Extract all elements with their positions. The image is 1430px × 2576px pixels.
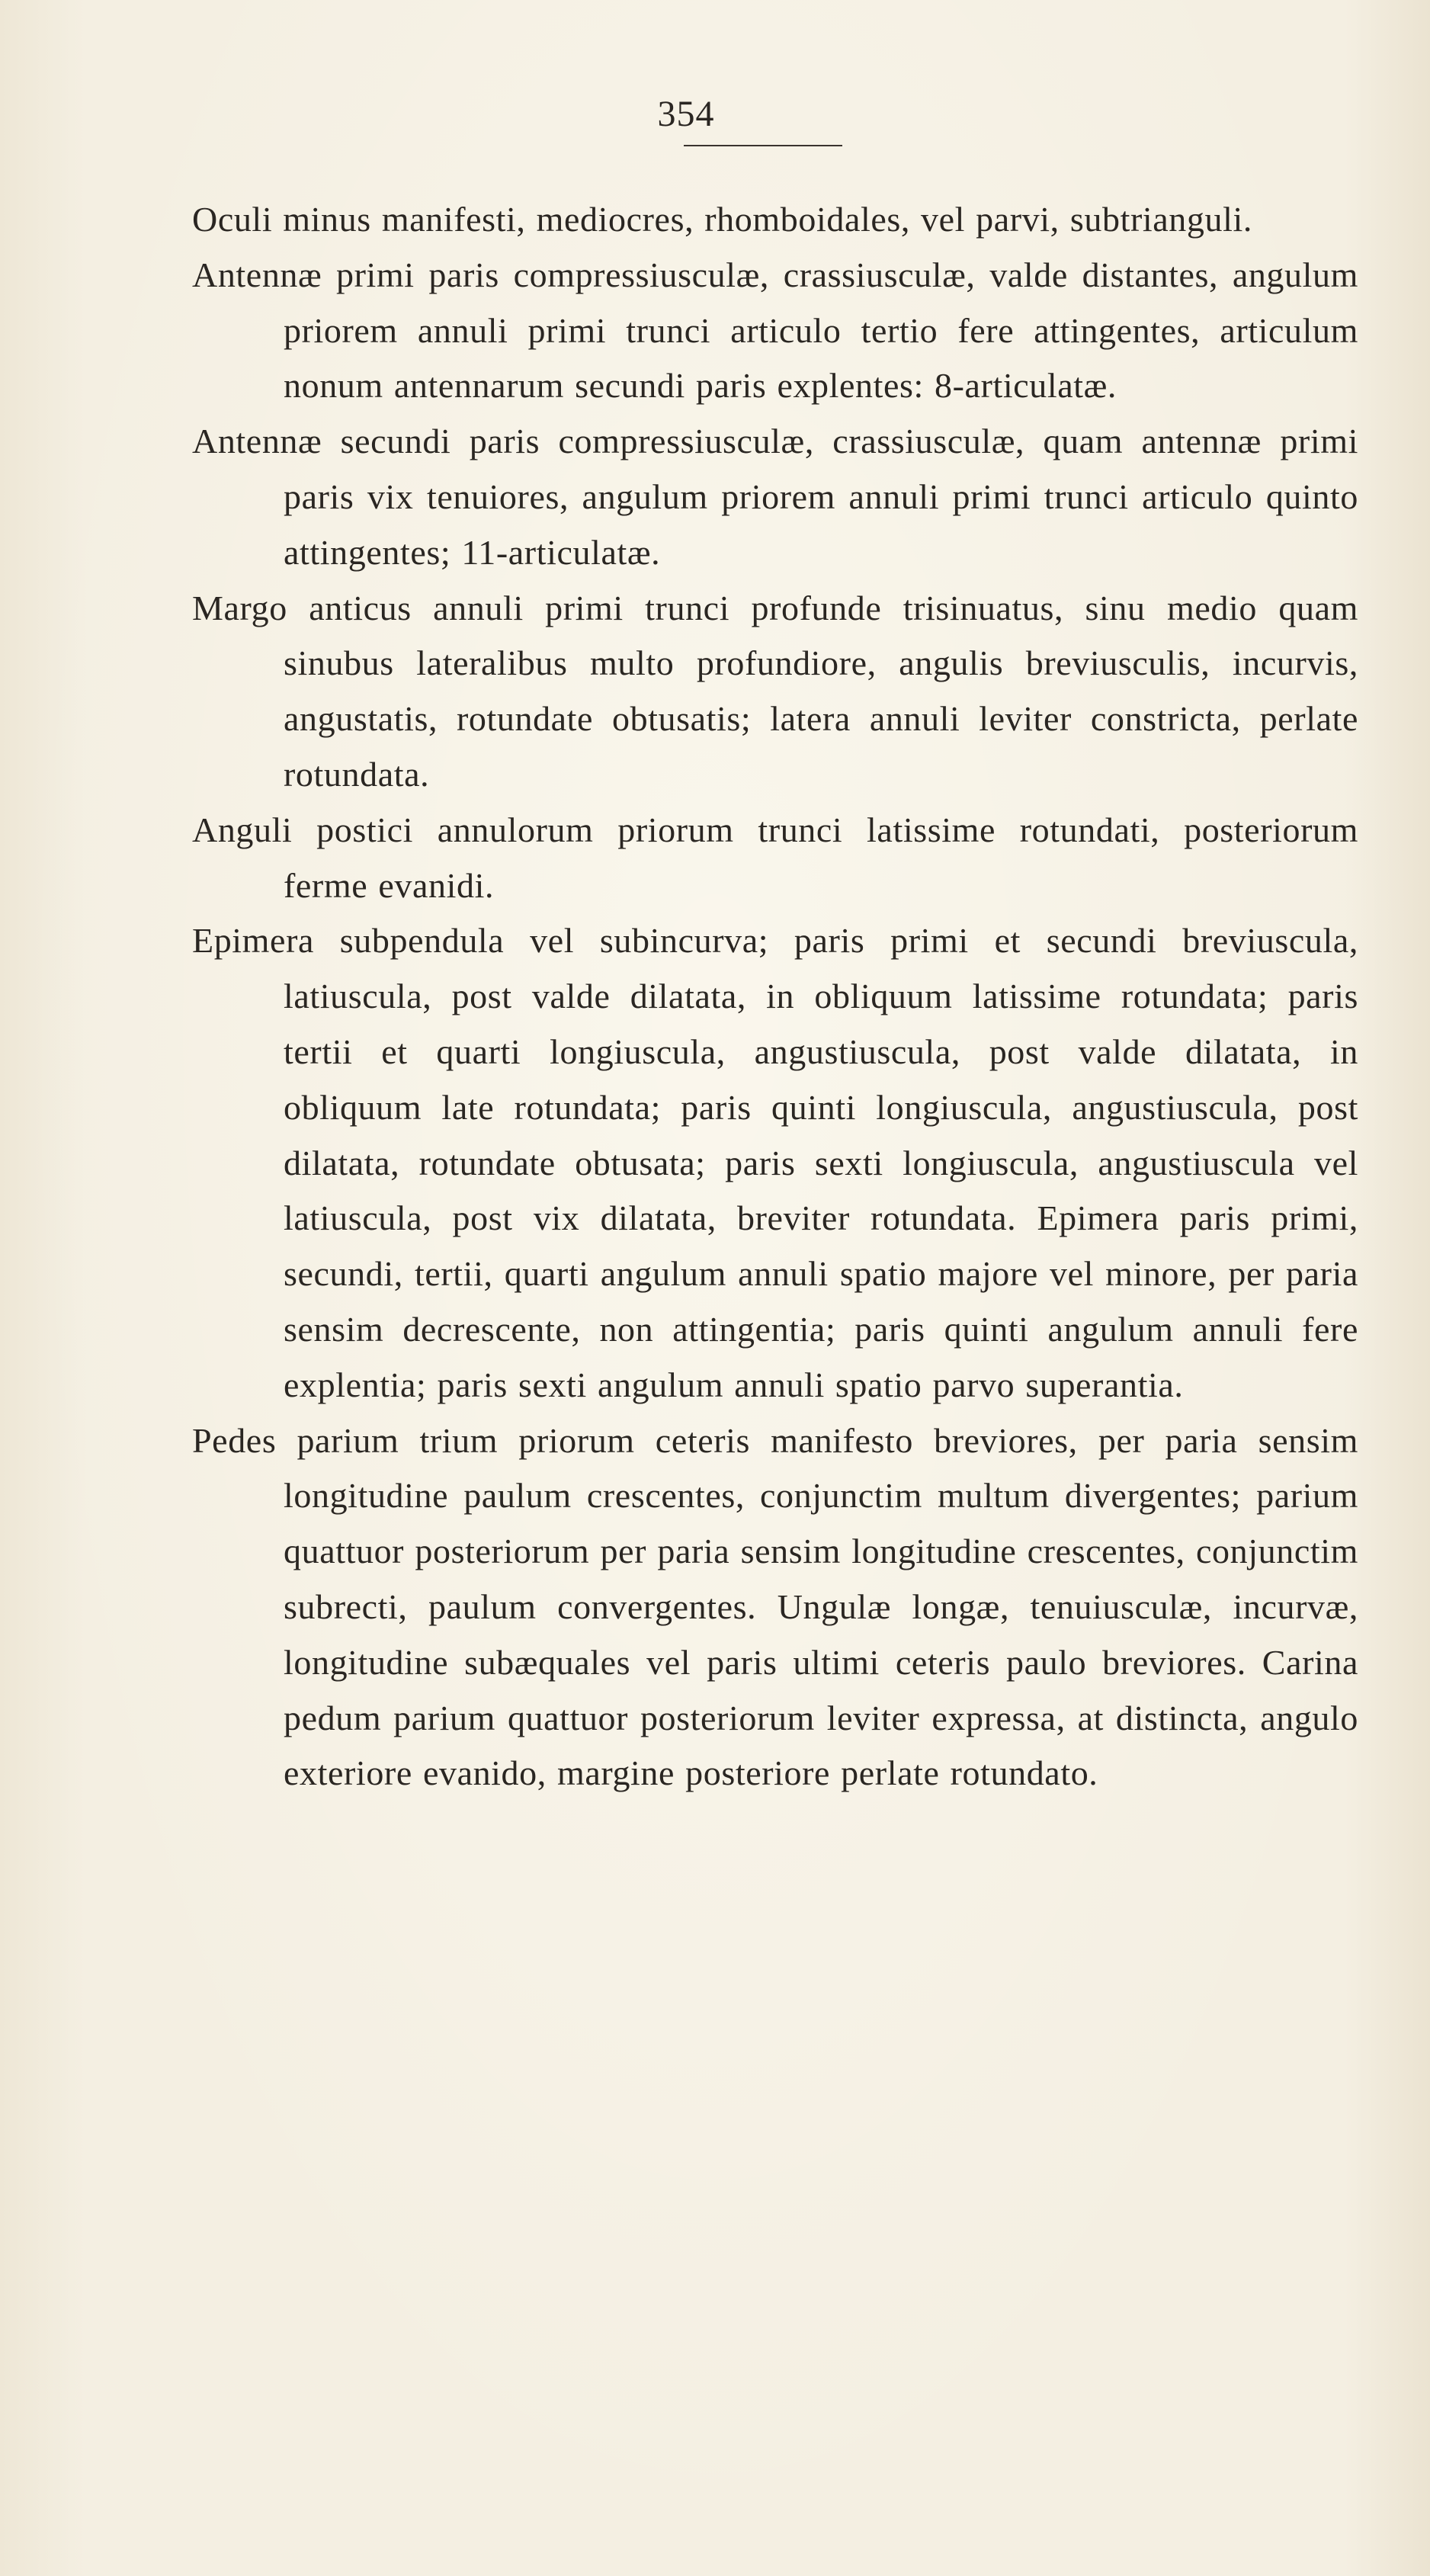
paragraph-antennae-primi: Antennæ primi paris compressiusculæ, crassiusculæ, valde distantes, angulum priorem annuli primi trunci articulo tertio fere attingentes, articulum nonum antennarum secundi paris explentes: 8-articulatæ. [192,255,1358,406]
page-number-rule [684,145,842,146]
body-text [192,192,1358,1801]
paragraph-pedes: Pedes parium trium priorum ceteris manifesto breviores, per paria sensim longitudine paulum crescentes, conjunctim multum divergentes; parium quattuor posteriorum per paria sensim longitudine crescentes, conjunctim subrecti, paulum convergentes. Ungulæ longæ, tenuiusculæ, incurvæ, longitudine subæquales vel paris ultimi ceteris paulo breviores. Carina pedum parium quattuor posteriorum leviter expressa, at distincta, angulo exteriore evanido, margine posteriore perlate rotundato. [192,1420,1358,1793]
paragraph-margo-anticus: Margo anticus annuli primi trunci profunde trisinuatus, sinu medio quam sinubus lateralibus multo profundiore, angulis breviusculis, incurvis, angustatis, rotundate obtusatis; latera annuli leviter constricta, perlate rotundata. [192,588,1358,794]
page-number: 354 [657,94,715,134]
paragraph-oculi: Oculi minus manifesti, mediocres, rhomboidales, vel parvi, subtrianguli. [192,200,1252,239]
paragraph-antennae-secundi: Antennæ secundi paris compressiusculæ, crassiusculæ, quam antennæ primi paris vix tenuiores, angulum priorem annuli primi trunci articulo quinto attingentes; 11-articulatæ. [192,422,1358,572]
paragraph-anguli-postici: Anguli postici annulorum priorum trunci latissime rotundati, posteriorum ferme evanidi. [192,810,1358,905]
paragraph-epimera: Epimera subpendula vel subincurva; paris primi et secundi breviuscula, latiuscula, post valde dilatata, in obliquum latissime rotundata; paris tertii et quarti longiuscula, angustiuscula, post valde dilatata, in obliquum late rotundata; paris quinti longiuscula, angustiuscula, post dilatata, rotundate obtusata; paris sexti longiuscula, angustiuscula vel latiuscula, post vix dilatata, breviter rotundata. Epimera paris primi, secundi, tertii, quarti angulum annuli spatio majore vel minore, per paria sensim decrescente, non attingentia; paris quinti angulum annuli fere explentia; paris sexti angulum annuli spatio parvo superantia. [192,921,1358,1404]
